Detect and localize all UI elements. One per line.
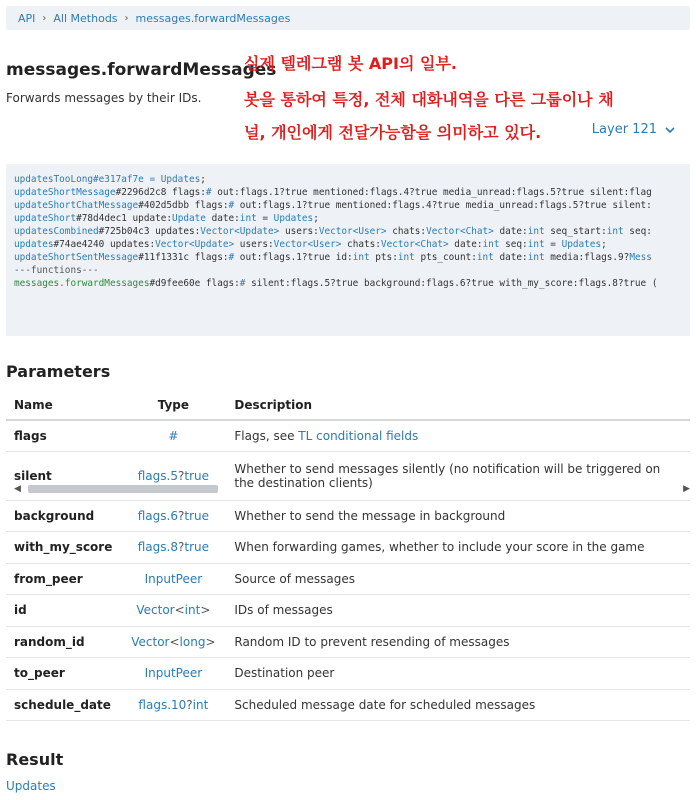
table-row [6, 500, 690, 532]
schema-type-link[interactable]: updateShortChatMessage [14, 200, 139, 211]
table-row [6, 563, 690, 595]
schema-type-link[interactable]: Updates [273, 213, 314, 224]
param-type-operator: ? [177, 468, 185, 483]
param-type-operator: ? [177, 508, 185, 523]
schema-text: date: [205, 213, 240, 224]
table-row [6, 595, 690, 627]
schema-text: #74ae4240 updates: [53, 239, 156, 250]
schema-type-link[interactable]: # [228, 252, 235, 263]
schema-line [14, 278, 657, 289]
param-description-text: Flags, see [234, 428, 299, 443]
tl-conditional-fields-link[interactable]: TL conditional fields [298, 428, 419, 443]
schema-type-link[interactable]: int [239, 213, 257, 224]
param-type[interactable] [120, 626, 226, 658]
param-description [226, 563, 690, 595]
breadcrumb-item-api[interactable]: API [18, 11, 36, 25]
param-type-inner[interactable]: int [192, 697, 209, 712]
param-description [226, 532, 690, 564]
param-type[interactable] [120, 500, 226, 532]
schema-text: ; [200, 174, 206, 185]
schema-text: chats: [386, 226, 427, 237]
schema-type-link[interactable]: updateShortSentMessage [14, 252, 139, 263]
layer-label: Layer 121 [591, 122, 657, 137]
parameters-table [6, 390, 690, 721]
schema-type-link[interactable]: int [482, 239, 500, 250]
schema-type-link[interactable]: Vector<Chat> [380, 239, 449, 250]
chevron-right-icon: › [42, 12, 47, 24]
param-type[interactable] [120, 451, 226, 500]
table-row [6, 658, 690, 690]
schema-text: #78d4dec1 update: [76, 213, 173, 224]
schema-line [14, 174, 206, 185]
param-description-text: IDs of messages [234, 603, 333, 618]
result-type-link[interactable]: Updates [6, 779, 56, 793]
param-name: from_peer [6, 563, 120, 595]
param-description-text: Source of messages [234, 571, 355, 586]
param-description [226, 420, 690, 451]
schema-text: date: [493, 252, 528, 263]
schema-text: = [256, 213, 274, 224]
schema-line [14, 187, 652, 198]
table-row [6, 532, 690, 564]
schema-text: media:flags.9? [544, 252, 630, 263]
param-type-base[interactable]: InputPeer [144, 666, 203, 681]
schema-type-link[interactable]: Vector<User> [318, 226, 387, 237]
schema-text: silent:flags.5?true background:flags.6?true with_my_score:flags.8?true ( [245, 278, 658, 289]
table-row [6, 420, 690, 451]
param-description-text: When forwarding games, whether to include your score in the game [234, 540, 645, 555]
param-type-operator: ? [177, 540, 185, 555]
schema-type-link[interactable]: updatesCombined [14, 226, 99, 237]
param-description [226, 500, 690, 532]
param-type-inner[interactable]: long [179, 634, 206, 649]
param-type-base[interactable]: Vector [131, 634, 170, 649]
param-type-base[interactable]: # [168, 428, 179, 443]
param-type[interactable] [120, 689, 226, 721]
schema-text: = [544, 239, 562, 250]
schema-text: ---functions--- [14, 265, 99, 276]
schema-type-link[interactable]: # [239, 278, 246, 289]
schema-text: chats: [341, 239, 381, 250]
schema-type-link[interactable]: Update [172, 213, 206, 224]
param-name: flags [6, 420, 120, 451]
chevron-right-icon: › [124, 12, 129, 24]
param-description [226, 689, 690, 721]
breadcrumb-item-current[interactable]: messages.forwardMessages [135, 11, 291, 25]
schema-type-link[interactable]: Vector<Update> [155, 239, 235, 250]
table-row [6, 451, 690, 500]
schema-line [14, 213, 319, 224]
param-description [226, 658, 690, 690]
schema-type-link[interactable]: int [397, 252, 415, 263]
param-type-base[interactable]: flags.10 [138, 697, 187, 712]
annotation-line-3: 널, 개인에게 전달가능함을 의미하고 있다. [244, 123, 542, 142]
scroll-left-icon[interactable]: ◀ [14, 484, 21, 494]
schema-line [14, 239, 607, 250]
annotation-line-2: 봇을 통하여 특정, 전체 대화내역을 다른 그룹이나 채 [244, 90, 614, 109]
param-name: with_my_score [6, 532, 120, 564]
param-description-text: Whether to send messages silently (no notification will be triggered on the destination clients) [234, 461, 661, 490]
param-type-base[interactable]: flags.8 [137, 540, 178, 555]
schema-line [14, 252, 652, 263]
schema-text: #725b04c3 updates: [98, 226, 201, 237]
schema-text: #402d5dbb flags: [138, 200, 229, 211]
schema-text: ; [313, 213, 319, 224]
param-name: id [6, 595, 120, 627]
annotation-line-1: 실제 텔레그램 봇 API의 일부. [244, 54, 457, 73]
column-header-description: Description [226, 390, 690, 420]
param-description [226, 451, 690, 500]
param-type-inner[interactable]: true [184, 508, 209, 523]
schema-type-link[interactable]: Updates [160, 174, 201, 185]
schema-type-link[interactable]: int [527, 226, 545, 237]
schema-type-link[interactable]: updateShortMessage [14, 187, 116, 198]
param-type-base[interactable]: InputPeer [144, 571, 203, 586]
schema-text: ; [601, 239, 607, 250]
schema-line [14, 226, 652, 237]
param-type[interactable] [120, 563, 226, 595]
param-description-text: Whether to send the message in background [234, 508, 506, 523]
column-header-type: Type [120, 390, 226, 420]
schema-type-link[interactable]: Vector<Update> [200, 226, 280, 237]
param-type[interactable] [120, 658, 226, 690]
schema-text: #2296d2c8 flags: [115, 187, 206, 198]
param-name: to_peer [6, 658, 120, 690]
param-description-text: Destination peer [234, 666, 335, 681]
schema-text: pts: [369, 252, 398, 263]
schema-line [14, 265, 99, 276]
page-title: messages.forwardMessages [6, 60, 277, 80]
param-type-operator: > [200, 603, 211, 618]
schema-code [6, 164, 690, 290]
parameters-heading: Parameters [6, 362, 111, 381]
param-name: random_id [6, 626, 120, 658]
schema-line [14, 200, 652, 211]
schema-type-link[interactable]: updates [14, 239, 54, 250]
schema-type-link[interactable]: Mess [629, 252, 652, 263]
param-name: background [6, 500, 120, 532]
param-type-base[interactable]: flags.5 [137, 468, 178, 483]
schema-type-link[interactable]: int [527, 239, 545, 250]
param-name: schedule_date [6, 689, 120, 721]
param-name: silent [6, 451, 120, 500]
schema-text: out:flags.1?true mentioned:flags.4?true media_unread:flags.5?true silent: [234, 200, 652, 211]
schema-type-link[interactable]: int [476, 252, 494, 263]
table-row [6, 626, 690, 658]
schema-text: #11f1331c flags: [138, 252, 229, 263]
schema-text: #d9fee60e flags: [149, 278, 240, 289]
schema-type-link[interactable]: Vector<Chat> [426, 226, 494, 237]
param-type[interactable] [120, 595, 226, 627]
schema-text: pts_count: [414, 252, 477, 263]
schema-text: out:flags.1?true id: [234, 252, 353, 263]
schema-text: users: [279, 226, 319, 237]
scroll-right-icon[interactable]: ▶ [683, 484, 690, 494]
param-description-text: Random ID to prevent resending of messages [234, 634, 510, 649]
schema-text: out:flags.1?true mentioned:flags.4?true media_unread:flags.5?true silent:flag [211, 187, 652, 198]
schema-text[interactable]: messages.forwardMessages [14, 278, 150, 289]
param-type-operator: ? [186, 697, 193, 712]
param-type-base[interactable]: Vector [136, 603, 175, 618]
breadcrumb-item-all-methods[interactable]: All Methods [53, 11, 118, 25]
schema-type-link[interactable]: # [205, 187, 212, 198]
param-type-inner[interactable]: true [184, 468, 209, 483]
schema-text: seq: [499, 239, 528, 250]
param-description-text: Scheduled message date for scheduled messages [234, 697, 536, 712]
schema-type-link[interactable]: int [352, 252, 370, 263]
result-heading: Result [6, 750, 64, 769]
schema-text: seq: [623, 226, 652, 237]
schema-type-link[interactable]: updatesTooLong#e317af7e = [14, 174, 161, 185]
param-type-operator: > [205, 634, 216, 649]
param-type-operator: < [174, 603, 185, 618]
schema-type-link[interactable]: Updates [561, 239, 602, 250]
param-description [226, 626, 690, 658]
schema-text: users: [234, 239, 274, 250]
param-type-operator: < [169, 634, 180, 649]
layer-selector[interactable] [592, 122, 676, 137]
param-type[interactable] [120, 420, 226, 451]
param-type[interactable] [120, 532, 226, 564]
breadcrumb [6, 6, 690, 30]
schema-type-link[interactable]: int [606, 226, 624, 237]
chevron-down-icon [664, 124, 676, 136]
param-type-base[interactable]: flags.6 [137, 508, 178, 523]
param-type-inner[interactable]: true [184, 540, 209, 555]
schema-text: seq_start: [544, 226, 607, 237]
schema-type-link[interactable]: # [228, 200, 235, 211]
param-description [226, 595, 690, 627]
schema-type-link[interactable]: updateShort [14, 213, 77, 224]
table-row [6, 689, 690, 721]
schema-type-link[interactable]: int [527, 252, 545, 263]
schema-text: date: [448, 239, 483, 250]
schema-text: date: [493, 226, 528, 237]
column-header-name: Name [6, 390, 120, 420]
schema-type-link[interactable]: Vector<User> [273, 239, 342, 250]
param-type-inner[interactable]: int [184, 603, 201, 618]
page-subtitle: Forwards messages by their IDs. [6, 91, 202, 105]
